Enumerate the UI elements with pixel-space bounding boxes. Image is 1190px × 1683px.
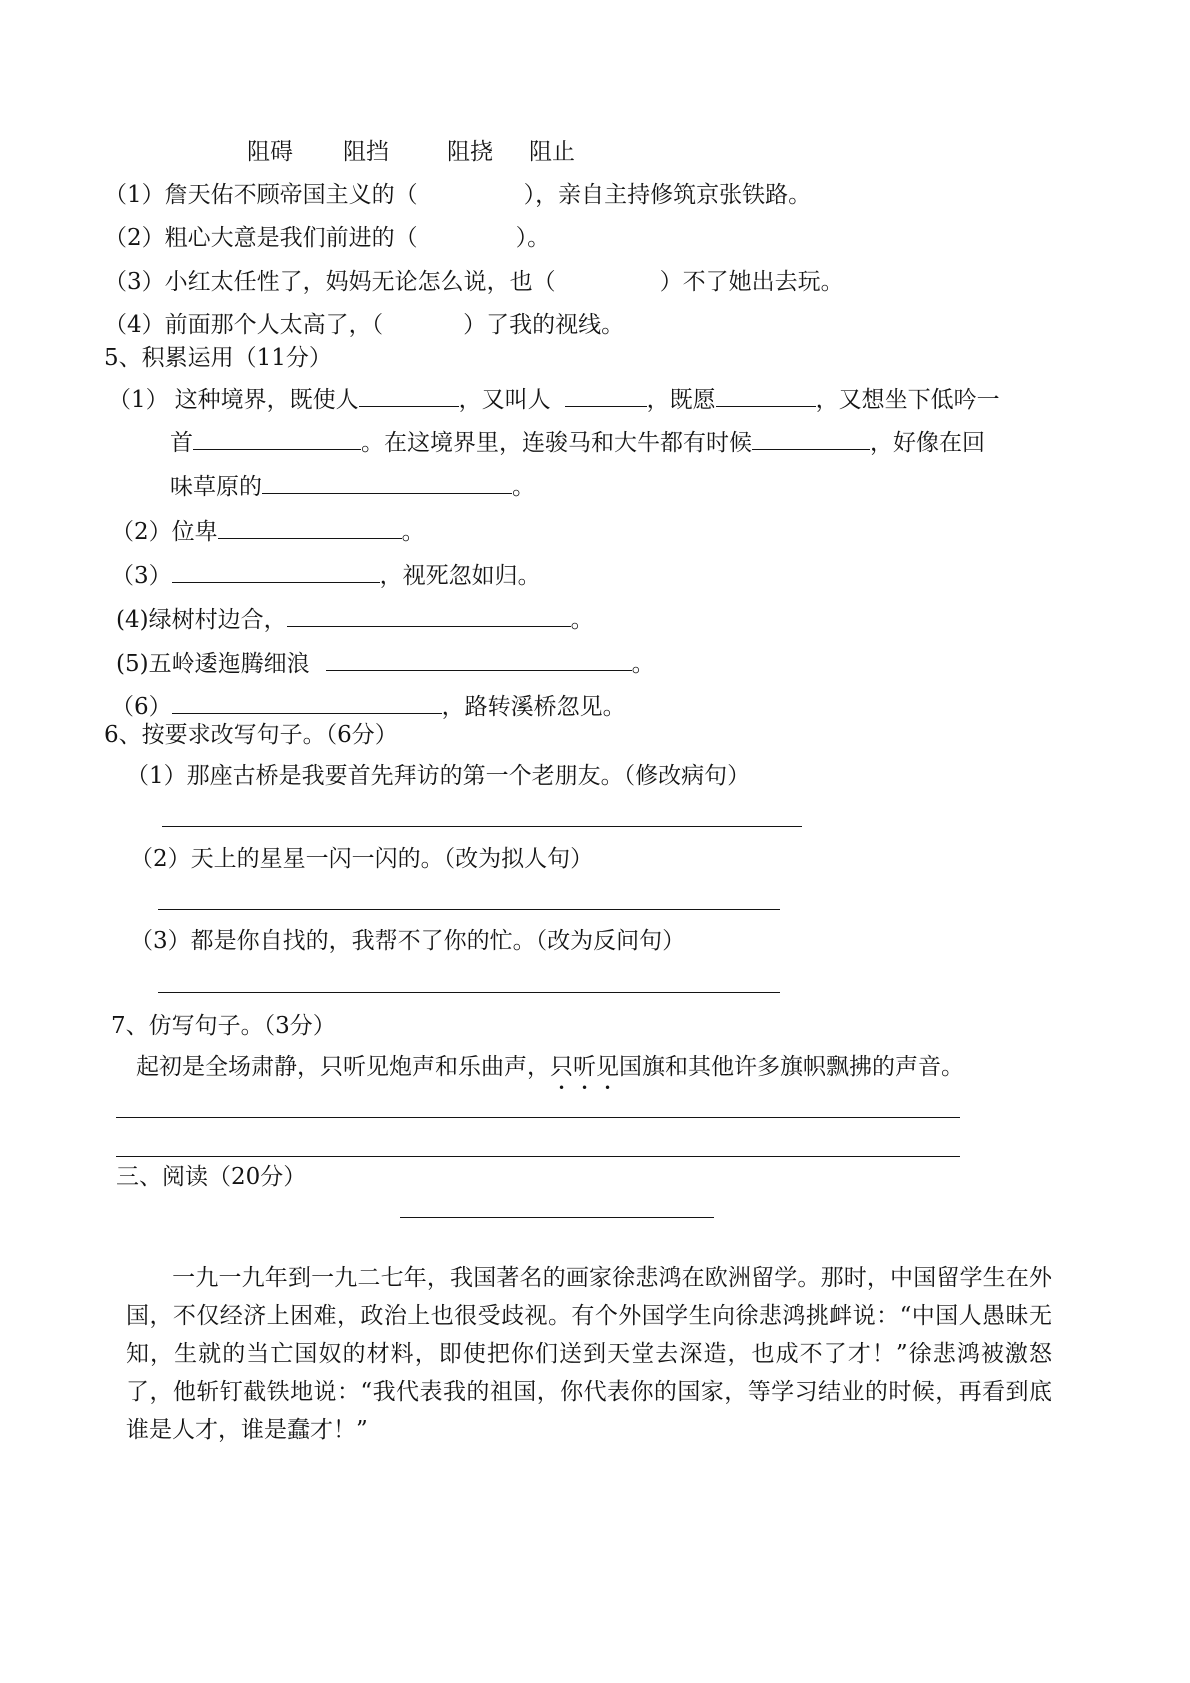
- item-text: ，又想坐下低吟一: [815, 387, 1000, 413]
- answer-line[interactable]: [162, 826, 802, 827]
- q5-item-1-line-1: [108, 384, 1000, 415]
- answer-blank[interactable]: [359, 384, 459, 407]
- q5-item-5: [116, 648, 655, 679]
- answer-blank[interactable]: [752, 427, 870, 450]
- emphasis-char: 只: [550, 1054, 573, 1080]
- item-text: 。: [401, 519, 425, 545]
- q6-item: （3）都是你自找的，我帮不了你的忙。（改为反问句）: [130, 928, 686, 954]
- section-title: 5、积累运用（11分）: [104, 345, 332, 371]
- sentence-text: 起初是全场肃静，只听见炮声和乐曲声，: [136, 1054, 550, 1080]
- item-text: ，好像在回: [870, 430, 985, 456]
- emphasis-char: 听: [573, 1054, 596, 1080]
- q4-item: [104, 180, 811, 210]
- item-text: (5)五岭逶迤腾细浪: [116, 651, 310, 677]
- item-number: （2）: [104, 225, 165, 251]
- item-number: （3）: [104, 269, 165, 295]
- q5-item-1-line-3: [170, 471, 535, 502]
- item-text-before: 詹天佑不顾帝国主义的（: [164, 182, 418, 208]
- answer-line[interactable]: [116, 1156, 960, 1157]
- item-number: （1）: [108, 387, 169, 413]
- item-text: （2）位卑: [111, 519, 218, 545]
- word-option: 阻挡: [343, 139, 389, 165]
- q6-item: （1）那座古桥是我要首先拜访的第一个老朋友。（修改病句）: [126, 763, 751, 789]
- section-title: 7、仿写句子。（3分）: [111, 1013, 336, 1039]
- sentence-text: 国旗和其他许多旗帜飘拂的声音。: [619, 1054, 964, 1080]
- item-text: ，路转溪桥忽见。: [441, 694, 626, 720]
- emphasis-char: 见: [596, 1054, 619, 1080]
- item-text: 。: [512, 474, 535, 500]
- item-text: 这种境界，既使人: [174, 387, 359, 413]
- q5-item-3: [111, 560, 541, 591]
- q4-item: [104, 267, 844, 297]
- q5-item-1-line-2: [170, 427, 985, 458]
- word-option: 阻止: [529, 139, 575, 165]
- answer-line[interactable]: [116, 1117, 960, 1118]
- model-sentence: [136, 1052, 964, 1082]
- item-text-before: 小红太任性了，妈妈无论怎么说，也（: [164, 269, 556, 295]
- section-title: 三、阅读（20分）: [116, 1164, 307, 1190]
- answer-line[interactable]: [158, 992, 780, 993]
- item-text-after: ），亲自主持修筑京张铁路。: [523, 182, 812, 208]
- item-text: 。: [570, 607, 594, 633]
- answer-blank[interactable]: [172, 691, 442, 714]
- answer-line[interactable]: [158, 909, 780, 910]
- item-text-after: ）了我的视线。: [463, 312, 625, 338]
- word-option: 阻挠: [447, 139, 493, 165]
- section-title: 6、按要求改写句子。（6分）: [104, 722, 398, 748]
- answer-blank[interactable]: [193, 427, 361, 450]
- item-text-after: ）。: [515, 225, 551, 251]
- item-text: 味草原的: [170, 474, 262, 500]
- item-text: (4)绿树村边合，: [116, 607, 287, 633]
- q5-item-6: [111, 691, 626, 722]
- answer-blank[interactable]: [326, 648, 632, 671]
- item-text: ，视死忽如归。: [379, 563, 541, 589]
- answer-blank[interactable]: [287, 604, 571, 627]
- q4-item: [104, 310, 624, 340]
- reading-passage: [126, 1259, 1052, 1449]
- answer-blank[interactable]: [262, 471, 512, 494]
- item-text: （6）: [111, 694, 172, 720]
- item-text-before: 粗心大意是我们前进的（: [164, 225, 418, 251]
- answer-blank[interactable]: [218, 516, 402, 539]
- item-number: （4）: [104, 312, 165, 338]
- item-text: 。: [631, 651, 655, 677]
- q4-item: [104, 223, 550, 253]
- word-option: 阻碍: [247, 139, 293, 165]
- title-blank[interactable]: [400, 1217, 714, 1218]
- passage-text: 一九一九年到一九二七年，我国著名的画家徐悲鸿在欧洲留学。那时，中国留学生在外国，不仅经济上困难，政治上也很受歧视。有个外国学生向徐悲鸿挑衅说：“中国人愚昧无知，生就的当亡国奴的材料，即使把你们送到天堂去深造，也成不了才！”徐悲鸿被激怒了，他斩钉截铁地说：“我代表我的祖国，你代表你的国家，等学习结业的时候，再看到底谁是人才，谁是蠢才！”: [126, 1265, 1052, 1443]
- item-text-after: ）不了她出去玩。: [659, 269, 844, 295]
- q5-item-2: [111, 516, 425, 547]
- item-text: （3）: [111, 563, 172, 589]
- item-text: 。在这境界里，连骏马和大牛都有时候: [361, 430, 752, 456]
- item-text: ，既愿: [646, 387, 716, 413]
- answer-blank[interactable]: [172, 560, 380, 583]
- answer-blank[interactable]: [565, 384, 647, 407]
- q6-item: （2）天上的星星一闪一闪的。（改为拟人句）: [130, 846, 594, 872]
- item-text: ，又叫人: [458, 387, 551, 413]
- answer-blank[interactable]: [716, 384, 816, 407]
- item-number: （1）: [104, 182, 165, 208]
- q5-item-4: [116, 604, 594, 635]
- item-text: 首: [170, 430, 193, 456]
- item-text-before: 前面那个人太高了，（: [164, 312, 384, 338]
